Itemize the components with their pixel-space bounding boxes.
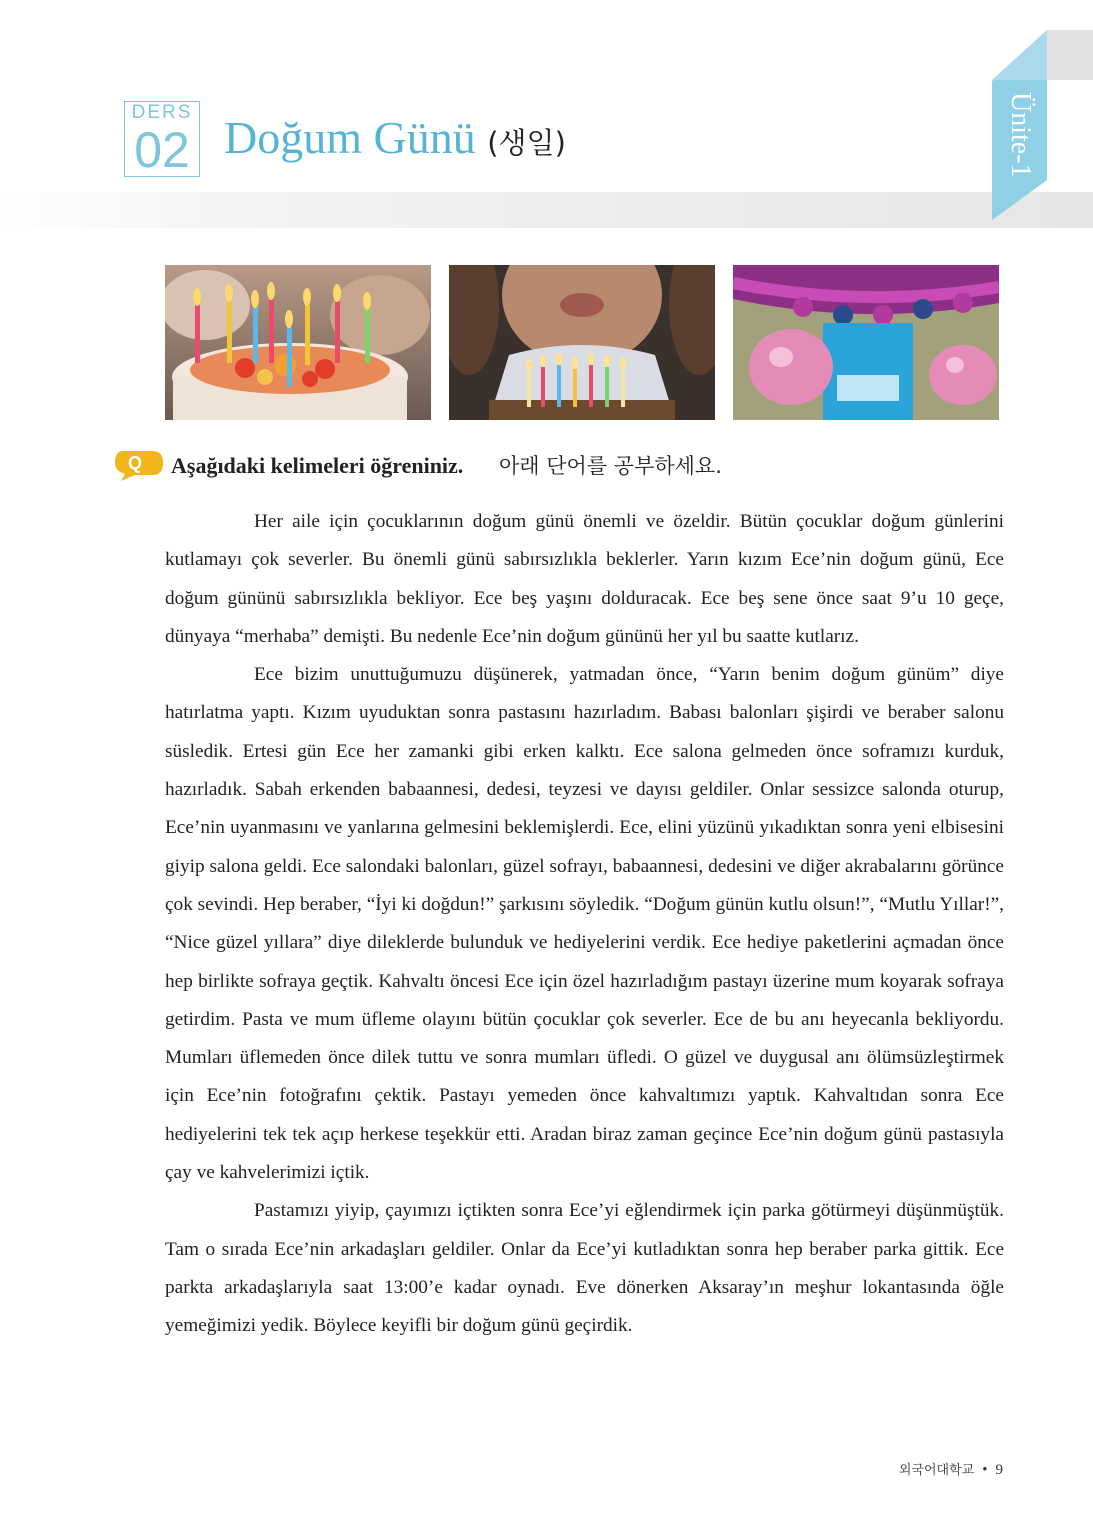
paragraph-2: Ece bizim unuttuğumuzu düşünerek, yatmadan önce, “Yarın benim doğum günüm” diye hatırlatma yaptı. Kızım uyuduktan sonra pastasını hazırladım. Babası balonları şişirdi ve beraber salonu süsledik. Ertesi gün Ece her zamanki gibi erken kalktı. Ece salona gelmeden önce soframızı kurduk, hazırladık. Sabah erkenden babaannesi, dedesi, teyzesi ve dayısı geldiler. Onlar sessizce salonda oturup, Ece’nin uyanmasını ve yanlarına gelmesini beklemişlerdi. Ece, elini yüzünü yıkadıktan sonra yeni elbisesini giyip salona geldi. Ece salondaki balonları, güzel sofrayı, babaannesi, dedesini ve diğer akrabalarını görünce çok sevindi. Hep beraber, “İyi ki doğdun!” şarkısını söyledik. “Doğum günün kutlu olsun!”, “Mutlu Yıllar!”, “Nice güzel yıllara” diye dileklerde bulunduk ve hediyelerini verdik. Ece hediye paketlerini açmadan önce hep birlikte sofraya geçtik. Kahvaltı öncesi Ece için özel hazırladığım pastayı üzerine mum koyarak sofraya getirdim. Pasta ve mum üfleme olayını bütün çocuklar çok severler. Ece de bu anı heyecanla bekliyordu. Mumları üflemeden önce dilek tuttu ve sonra mumları üfledi. O güzel ve duygusal anı ölümsüzleştirmek için Ece’nin fotoğrafını çektik. Pastayı yemeden önce kahvaltımızı yaptık. Kahvaltıdan sonra Ece hediyelerini tek tek açıp herkese teşekkür etti. Aradan biraz zaman geçince Ece’nin doğum günü pastasıyla çay ve kahvelerimizi içtik.: [165, 664, 1004, 1184]
page-title: [224, 108, 566, 168]
reading-passage: [165, 503, 1004, 1346]
page-number: 9: [995, 1462, 1003, 1478]
question-badge-letter: Q: [127, 453, 142, 473]
blowing-candles-photo: [449, 265, 715, 420]
instruction-turkish: Aşağıdaki kelimeleri öğreniniz.: [171, 453, 464, 478]
page-footer: [899, 1459, 1003, 1481]
lesson-number: 02: [124, 123, 200, 177]
footer-separator: •: [982, 1462, 988, 1478]
instruction-korean: 아래 단어를 공부하세요.: [499, 454, 722, 478]
lesson-badge: [124, 101, 200, 177]
birthday-cake-photo: [165, 265, 431, 420]
photo-strip: [165, 265, 999, 420]
unit-label: Ünite-1: [1005, 92, 1036, 178]
paragraph-3: Pastamızı yiyip, çayımızı içtikten sonra Ece’yi eğlendirmek için parka götürmeyi düşünmüştük. Tam o sırada Ece’nin arkadaşları geldiler. Onlar da Ece’yi kutladıktan sonra hep beraber parka gittik. Ece parkta arkadaşlarıyla saat 13:00’e kadar oynadı. Eve dönerken Aksaray’ın meşhur lokantasında öğle yemeğimizi yedik. Böylece keyifli bir doğum günü geçirdik.: [165, 1200, 1004, 1337]
header-band: [0, 192, 1093, 228]
paragraph-1: Her aile için çocuklarının doğum günü önemli ve özeldir. Bütün çocuklar doğum günlerini kutlamayı çok severler. Bu önemli günü sabırsızlıkla beklerler. Yarın kızım Ece’nin doğum günü, Ece doğum gününü sabırsızlıkla bekliyor. Ece beş yaşını dolduracak. Ece beş sene önce saat 9’u 10 geçe, dünyaya “merhaba” demişti. Bu nedenle Ece’nin doğum gününü her yıl bu saatte kutlarız.: [165, 511, 1004, 647]
school-name: 외국어대학교: [898, 1463, 975, 1478]
title-korean: (생일): [487, 126, 566, 160]
title-turkish: Doğum Günü: [224, 112, 476, 163]
lesson-label: DERS: [124, 101, 200, 123]
balloons-decoration-photo: [733, 265, 999, 420]
